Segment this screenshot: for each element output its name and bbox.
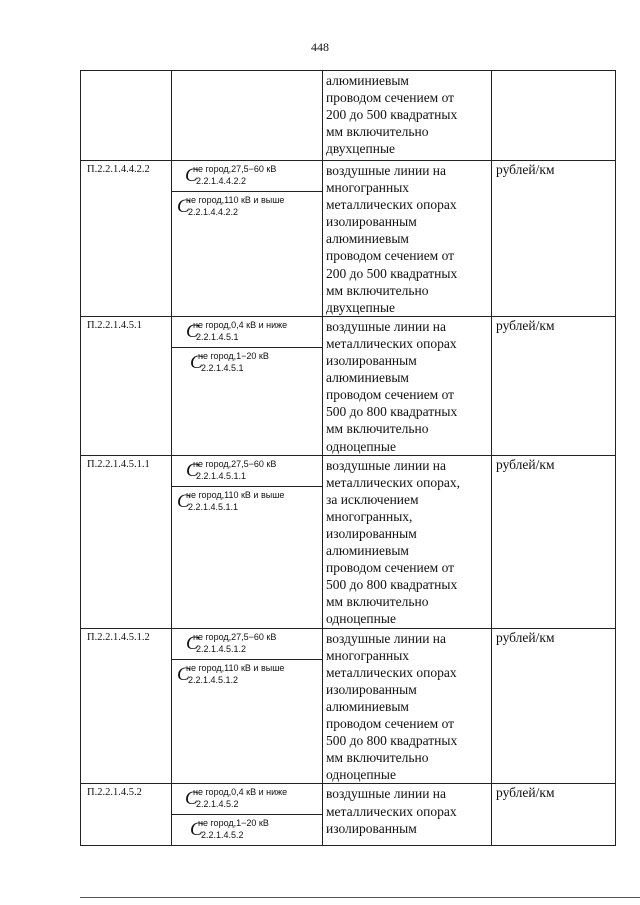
description-line: проводом сечением от bbox=[326, 248, 455, 264]
rate-symbol: C bbox=[185, 165, 198, 186]
rate-formula bbox=[172, 456, 322, 486]
description-line: алюминиевым bbox=[326, 73, 409, 88]
description-line: одноцепные bbox=[326, 767, 396, 783]
rate-formula bbox=[172, 191, 322, 222]
rate-formula bbox=[172, 659, 322, 690]
rate-formula-cell bbox=[172, 455, 323, 628]
item-code: П.2.2.1.4.5.2 bbox=[81, 784, 172, 846]
description-line: проводом сечением от bbox=[326, 90, 455, 106]
rate-subscript: 2.2.1.4.5.1.1 bbox=[188, 501, 239, 512]
rate-superscript: не город,110 кВ и выше bbox=[186, 662, 285, 673]
description-line: воздушные линии на bbox=[326, 786, 447, 802]
description-line: проводом сечением от bbox=[326, 560, 455, 576]
rate-subscript: 2.2.1.4.5.2 bbox=[196, 799, 239, 810]
rate-superscript: не город,0,4 кВ и ниже bbox=[193, 787, 288, 798]
rate-formula bbox=[172, 347, 322, 378]
description-line: изолированным bbox=[326, 214, 417, 230]
description-line: воздушные линии на bbox=[326, 318, 447, 334]
line-description bbox=[323, 71, 492, 161]
description-line: одноцепные bbox=[326, 438, 396, 454]
unit-of-measure: рублей/км bbox=[492, 161, 616, 317]
rate-symbol: C bbox=[177, 490, 190, 512]
rate-formula-cell bbox=[172, 71, 323, 161]
rate-subscript: 2.2.1.4.5.1 bbox=[196, 331, 239, 342]
rate-subscript: 2.2.1.4.4.2.2 bbox=[188, 207, 239, 217]
description-line: 500 до 800 квадратных bbox=[326, 404, 458, 420]
unit-of-measure: рублей/км bbox=[492, 628, 616, 784]
description-line: одноцепные bbox=[326, 611, 396, 627]
tariff-table bbox=[80, 70, 616, 846]
description-line: воздушные линии на bbox=[326, 457, 447, 473]
description-line: 200 до 500 квадратных bbox=[326, 265, 458, 281]
description-line: воздушные линии на bbox=[326, 630, 447, 646]
bottom-rule bbox=[80, 897, 640, 898]
rate-superscript: не город,0,4 кВ и ниже bbox=[193, 319, 288, 330]
item-code bbox=[81, 71, 172, 161]
description-line: алюминиевым bbox=[326, 543, 409, 559]
line-description bbox=[323, 455, 492, 628]
description-line: за исключением bbox=[326, 491, 419, 507]
rate-symbol: C bbox=[190, 819, 203, 841]
description-line: проводом сечением от bbox=[326, 716, 455, 732]
table-row bbox=[81, 316, 616, 455]
rate-symbol: C bbox=[186, 459, 199, 481]
description-line: двухцепные bbox=[326, 299, 396, 315]
item-code: П.2.2.1.4.5.1 bbox=[81, 316, 172, 455]
unit-of-measure: рублей/км bbox=[492, 455, 616, 628]
description-line: алюминиевым bbox=[326, 370, 409, 386]
rate-symbol: C bbox=[177, 663, 190, 685]
table-row bbox=[81, 784, 616, 846]
rate-superscript: не город,27,5−60 кВ bbox=[193, 164, 277, 174]
rate-subscript: 2.2.1.4.5.1.2 bbox=[188, 674, 239, 685]
description-line: металлических опорах, bbox=[326, 474, 461, 490]
description-line: металлических опорах bbox=[326, 197, 457, 213]
rate-subscript: 2.2.1.4.5.1.1 bbox=[196, 470, 247, 481]
tariff-table-body bbox=[81, 71, 616, 846]
description-line: изолированным bbox=[326, 353, 417, 369]
line-description bbox=[323, 161, 492, 317]
rate-symbol: C bbox=[186, 632, 199, 654]
rate-superscript: не город,110 кВ и выше bbox=[186, 195, 285, 205]
description-line: мм включительно bbox=[326, 421, 429, 437]
description-line: алюминиевым bbox=[326, 231, 409, 247]
description-line: алюминиевым bbox=[326, 698, 409, 714]
rate-symbol: C bbox=[190, 351, 203, 373]
line-description bbox=[323, 628, 492, 784]
description-line: воздушные линии на bbox=[326, 163, 447, 178]
description-line: мм включительно bbox=[326, 750, 429, 766]
rate-subscript: 2.2.1.4.5.1.2 bbox=[196, 643, 247, 654]
description-line: изолированным bbox=[326, 820, 417, 836]
rate-subscript: 2.2.1.4.4.2.2 bbox=[196, 176, 247, 186]
rate-formula bbox=[172, 784, 322, 814]
rate-formula-cell bbox=[172, 316, 323, 455]
rate-symbol: C bbox=[186, 320, 199, 342]
description-line: 500 до 800 квадратных bbox=[326, 577, 458, 593]
rate-symbol: C bbox=[185, 788, 198, 810]
rate-subscript: 2.2.1.4.5.2 bbox=[201, 830, 244, 841]
rate-formula bbox=[172, 486, 322, 517]
description-line: многогранных, bbox=[326, 508, 413, 524]
table-row bbox=[81, 628, 616, 784]
rate-formula bbox=[172, 814, 322, 845]
rate-superscript: не город,1−20 кВ bbox=[198, 818, 269, 829]
item-code: П.2.2.1.4.5.1.1 bbox=[81, 455, 172, 628]
item-code: П.2.2.1.4.5.1.2 bbox=[81, 628, 172, 784]
rate-superscript: не город,27,5−60 кВ bbox=[193, 631, 277, 642]
description-line: изолированным bbox=[326, 525, 417, 541]
rate-formula-cell bbox=[172, 161, 323, 317]
line-description bbox=[323, 316, 492, 455]
rate-subscript: 2.2.1.4.5.1 bbox=[201, 362, 244, 373]
page-number: 448 bbox=[311, 40, 329, 54]
table-row bbox=[81, 455, 616, 628]
unit-of-measure bbox=[492, 71, 616, 161]
rate-formula bbox=[172, 629, 322, 659]
description-line: мм включительно bbox=[326, 282, 429, 298]
rate-superscript: не город,27,5−60 кВ bbox=[193, 458, 277, 469]
item-code: П.2.2.1.4.4.2.2 bbox=[81, 161, 172, 317]
rate-formula-cell bbox=[172, 784, 323, 846]
description-line: металлических опорах bbox=[326, 335, 457, 351]
description-line: проводом сечением от bbox=[326, 387, 455, 403]
description-line: металлических опорах bbox=[326, 803, 457, 819]
description-line: 500 до 800 квадратных bbox=[326, 733, 458, 749]
table-row bbox=[81, 161, 616, 317]
description-line: изолированным bbox=[326, 681, 417, 697]
description-line: двухцепные bbox=[326, 141, 396, 157]
description-line: 200 до 500 квадратных bbox=[326, 107, 458, 123]
description-line: многогранных bbox=[326, 180, 410, 196]
description-line: мм включительно bbox=[326, 594, 429, 610]
description-line: многогранных bbox=[326, 647, 410, 663]
unit-of-measure: рублей/км bbox=[492, 784, 616, 846]
unit-of-measure: рублей/км bbox=[492, 316, 616, 455]
description-line: металлических опорах bbox=[326, 664, 457, 680]
rate-formula bbox=[172, 317, 322, 347]
line-description bbox=[323, 784, 492, 846]
rate-symbol: C bbox=[177, 196, 190, 217]
rate-superscript: не город,110 кВ и выше bbox=[186, 489, 285, 500]
description-line: мм включительно bbox=[326, 124, 429, 140]
rate-formula-cell bbox=[172, 628, 323, 784]
rate-formula bbox=[172, 161, 322, 191]
table-row bbox=[81, 71, 616, 161]
rate-superscript: не город,1−20 кВ bbox=[198, 350, 269, 361]
